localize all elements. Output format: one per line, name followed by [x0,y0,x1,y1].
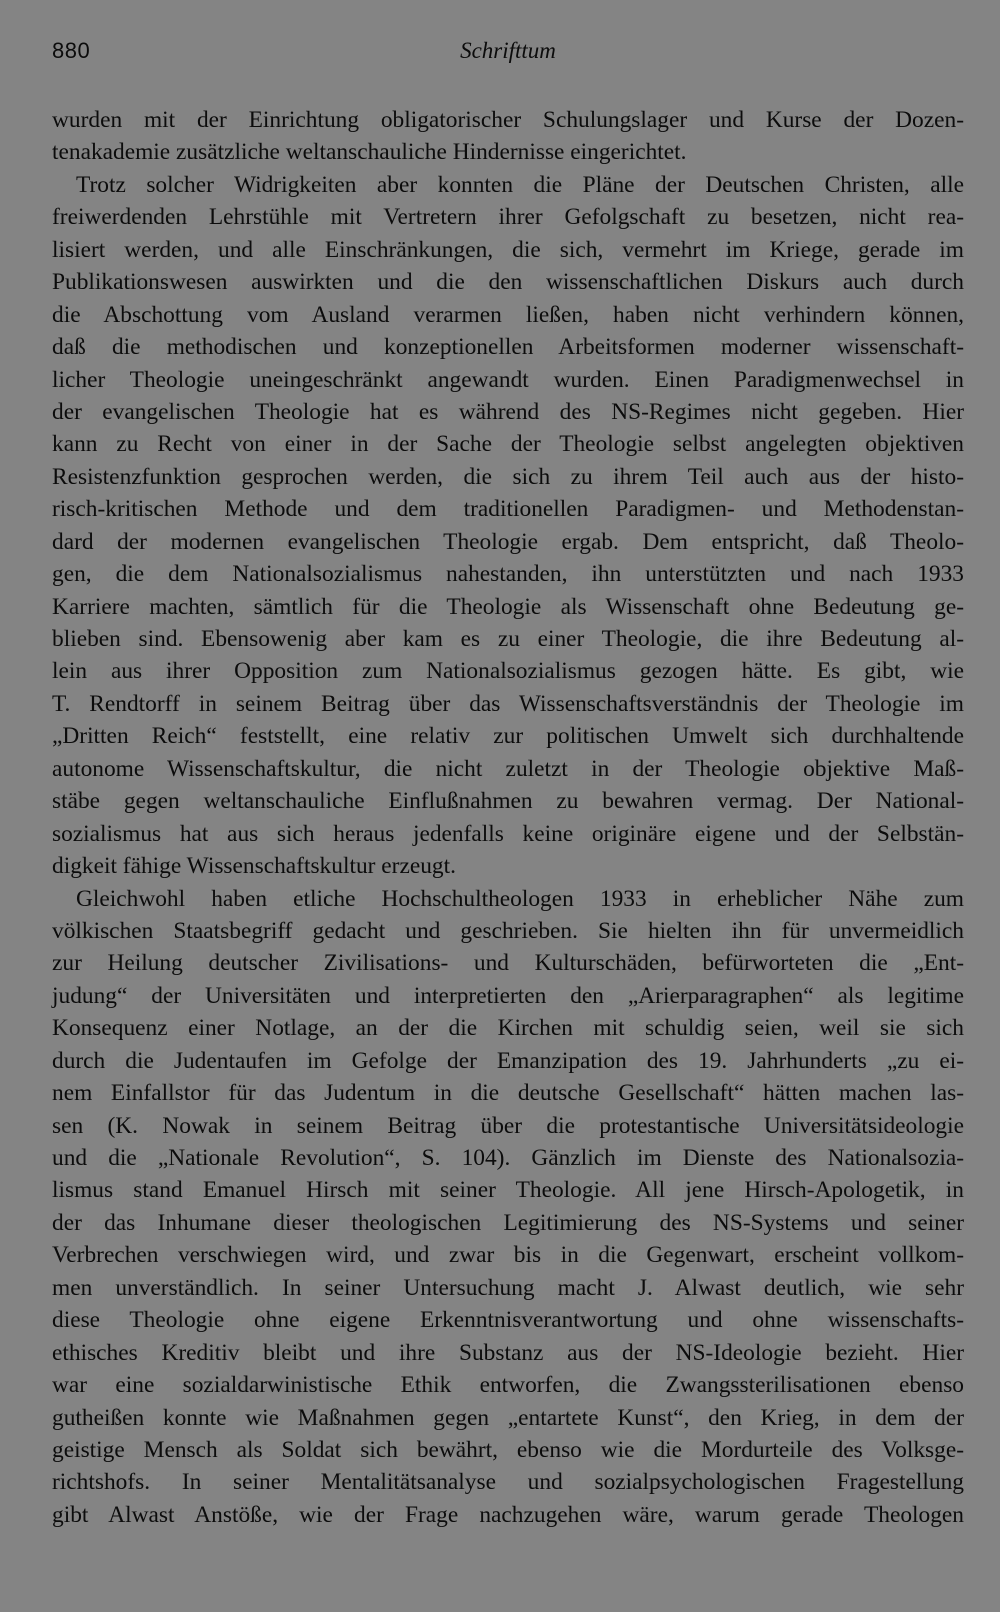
text-line: durch die Judentaufen im Gefolge der Emanzipation des 19. Jahrhunderts „zu ei- [52,1047,964,1074]
text-line: dard der modernen evangelischen Theologie ergab. Dem entspricht, daß Theolo- [52,528,964,555]
body-text [52,104,964,1594]
text-line: der evangelischen Theologie hat es während des NS-Regimes nicht gegeben. Hier [52,398,964,425]
text-line: Publikationswesen auswirkten und die den wissenschaftlichen Diskurs auch durch [52,269,964,296]
text-line: licher Theologie uneingeschränkt angewandt wurden. Einen Paradigmenwechsel in [52,366,964,393]
text-line: richtshofs. In seiner Mentalitätsanalyse und sozialpsychologischen Fragestellung [52,1469,964,1496]
text-line: judung“ der Universitäten und interpretierten den „Arierparagraphen“ als legitime [52,982,964,1009]
text-line: gibt Alwast Anstöße, wie der Frage nachzugehen wäre, warum gerade Theologen [52,1501,964,1528]
text-line: zur Heilung deutscher Zivilisations- und Kulturschäden, befürworteten die „Ent- [52,950,964,977]
text-line: kann zu Recht von einer in der Sache der Theologie selbst angelegten objektiven [52,431,964,458]
text-line: T. Rendtorff in seinem Beitrag über das Wissenschaftsverständnis der Theologie im [52,690,964,717]
page-header [52,38,964,74]
text-line: stäbe gegen weltanschauliche Einflußnahmen zu bewahren vermag. Der National- [52,788,964,815]
text-line: freiwerdenden Lehrstühle mit Vertretern ihrer Gefolgschaft zu besetzen, nicht rea- [52,204,964,231]
text-line: lismus stand Emanuel Hirsch mit seiner Theologie. All jene Hirsch-Apologetik, in [52,1177,964,1204]
text-line: nem Einfallstor für das Judentum in die deutsche Gesellschaft“ hätten machen las- [52,1080,964,1107]
text-line: diese Theologie ohne eigene Erkenntnisverantwortung und ohne wissenschafts- [52,1307,964,1334]
text-line: gutheißen konnte wie Maßnahmen gegen „entartete Kunst“, den Krieg, in dem der [52,1404,964,1431]
text-line: tenakademie zusätzliche weltanschauliche Hindernisse eingerichtet. [52,139,687,166]
text-line: sen (K. Nowak in seinem Beitrag über die protestantische Universitätsideologie [52,1112,964,1139]
text-line: risch-kritischen Methode und dem traditionellen Paradigmen- und Methodenstan- [52,496,964,523]
text-line: Karriere machten, sämtlich für die Theologie als Wissenschaft ohne Bedeutung ge- [52,593,964,620]
text-line: völkischen Staatsbegriff gedacht und geschrieben. Sie hielten ihn für unvermeidlich [52,917,964,944]
text-line: daß die methodischen und konzeptionellen Arbeitsformen moderner wissenschaft- [52,334,964,361]
text-line: digkeit fähige Wissenschaftskultur erzeugt. [52,853,456,880]
text-line: lein aus ihrer Opposition zum Nationalsozialismus gezogen hätte. Es gibt, wie [52,658,964,685]
text-line: ethisches Kreditiv bleibt und ihre Substanz aus der NS-Ideologie bezieht. Hier [52,1339,964,1366]
text-line: lisiert werden, und alle Einschränkungen, die sich, vermehrt im Kriege, gerade im [52,236,964,263]
text-line: Gleichwohl haben etliche Hochschultheologen 1933 in erheblicher Nähe zum [76,885,964,912]
page-number: 880 [52,38,91,63]
text-line: Trotz solcher Widrigkeiten aber konnten die Pläne der Deutschen Christen, alle [76,171,964,198]
text-line: Resistenzfunktion gesprochen werden, die sich zu ihrem Teil auch aus der histo- [52,463,964,490]
text-line: „Dritten Reich“ feststellt, eine relativ zur politischen Umwelt sich durchhaltende [52,723,964,750]
text-line: wurden mit der Einrichtung obligatorischer Schulungslager und Kurse der Dozen- [52,107,964,133]
text-line: men unverständlich. In seiner Untersuchung macht J. Alwast deutlich, wie sehr [52,1274,964,1301]
text-line: autonome Wissenschaftskultur, die nicht zuletzt in der Theologie objektive Maß- [52,755,964,782]
text-line: die Abschottung vom Ausland verarmen ließen, haben nicht verhindern können, [52,301,964,328]
text-line: geistige Mensch als Soldat sich bewährt, ebenso wie die Mordurteile des Volksge- [52,1436,964,1463]
text-line: sozialismus hat aus sich heraus jedenfalls keine originäre eigene und der Selbstän- [52,820,964,847]
text-line: der das Inhumane dieser theologischen Legitimierung des NS-Systems und seiner [52,1209,964,1236]
text-line: Verbrechen verschwiegen wird, und zwar bis in die Gegenwart, erscheint vollkom- [52,1242,964,1269]
text-line: Konsequenz einer Notlage, an der die Kirchen mit schuldig seien, weil sie sich [52,1015,964,1042]
text-line: gen, die dem Nationalsozialismus nahestanden, ihn unterstützten und nach 1933 [52,561,964,588]
text-line: war eine sozialdarwinistische Ethik entworfen, die Zwangssterilisationen ebenso [52,1372,964,1399]
running-head: Schrifttum [460,38,556,63]
text-line: und die „Nationale Revolution“, S. 104). Gänzlich im Dienste des Nationalsozia- [52,1145,964,1171]
text-line: blieben sind. Ebensowenig aber kam es zu einer Theologie, die ihre Bedeutung al- [52,626,964,652]
